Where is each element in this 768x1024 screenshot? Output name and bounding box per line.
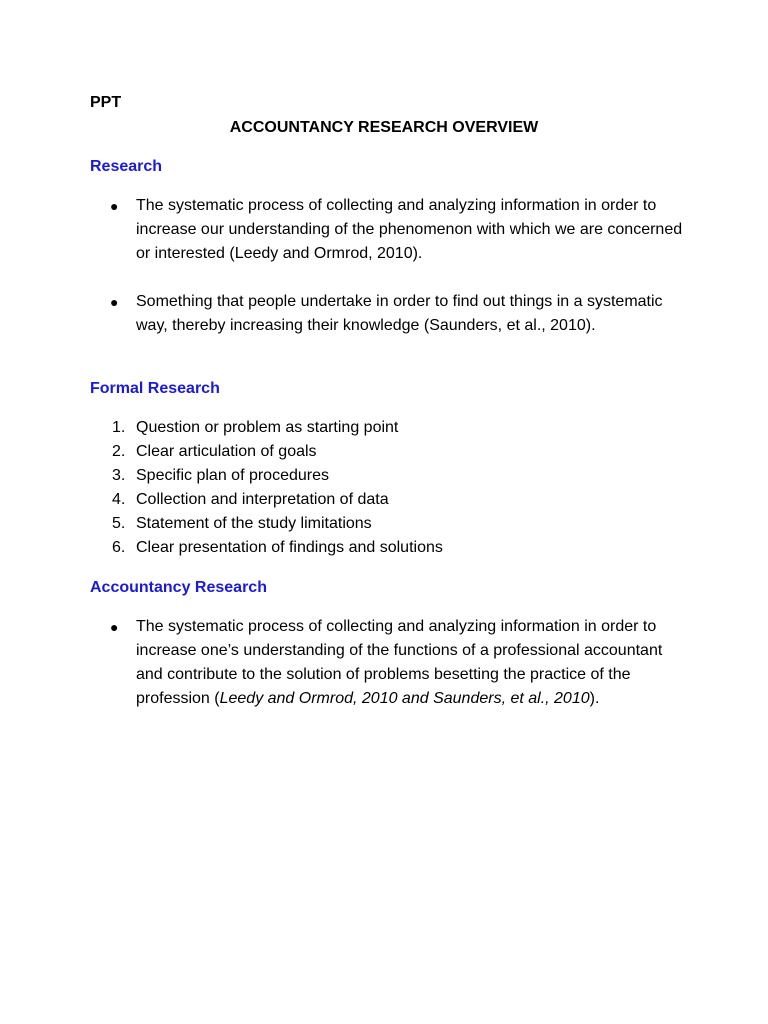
item-text: Specific plan of procedures [136, 467, 329, 484]
heading-accountancy-research: Accountancy Research [90, 579, 267, 596]
item-text: Collection and interpretation of data [136, 491, 389, 508]
accountancy-bullet-citation: Leedy and Ormrod, 2010 and Saunders, et al., 2010 [219, 690, 590, 707]
bullet-icon: ● [110, 198, 119, 214]
item-number: 6. [112, 539, 126, 556]
ppt-label: PPT [90, 94, 122, 111]
research-bullet-list [0, 194, 768, 338]
page-title: ACCOUNTANCY RESEARCH OVERVIEW [229, 119, 539, 136]
accountancy-bullet-body: The systematic process of collecting and analyzing information in order to increase one’s understanding of the functions of a professional accountant and contribute to the solution of problems besetting the practice of the profession ( [136, 618, 663, 707]
item-number: 4. [112, 491, 126, 508]
formal-research-numbered-list [0, 416, 768, 560]
list-item [0, 194, 688, 266]
accountancy-bullet-end: ). [589, 690, 600, 707]
list-item [0, 464, 688, 488]
heading-research: Research [90, 158, 163, 175]
item-number: 3. [112, 467, 126, 484]
heading-formal-research: Formal Research [90, 380, 220, 397]
list-item [0, 488, 688, 512]
item-number: 1. [112, 419, 126, 436]
list-item [0, 536, 688, 560]
research-bullet-text-1: The systematic process of collecting and analyzing information in order to increase our understanding of the phenomenon with which we are concerned or interested (Leedy and Ormrod, 2010). [136, 197, 683, 262]
list-item [0, 615, 688, 711]
accountancy-bullet-text [136, 618, 662, 707]
item-text: Clear articulation of goals [136, 443, 317, 460]
list-item [0, 290, 688, 338]
item-text: Statement of the study limitations [136, 515, 372, 532]
list-item [0, 440, 688, 464]
bullet-icon: ● [110, 294, 119, 310]
item-number: 2. [112, 443, 126, 460]
list-item [0, 416, 688, 440]
item-text: Question or problem as starting point [136, 419, 399, 436]
item-number: 5. [112, 515, 126, 532]
bullet-icon: ● [110, 619, 119, 635]
research-bullet-text-2: Something that people undertake in order to find out things in a systematic way, thereby increasing their knowledge (Saunders, et al., 2010). [136, 293, 663, 334]
accountancy-research-bullet-list [0, 615, 768, 711]
item-text: Clear presentation of findings and solutions [136, 539, 443, 556]
list-item [0, 512, 688, 536]
